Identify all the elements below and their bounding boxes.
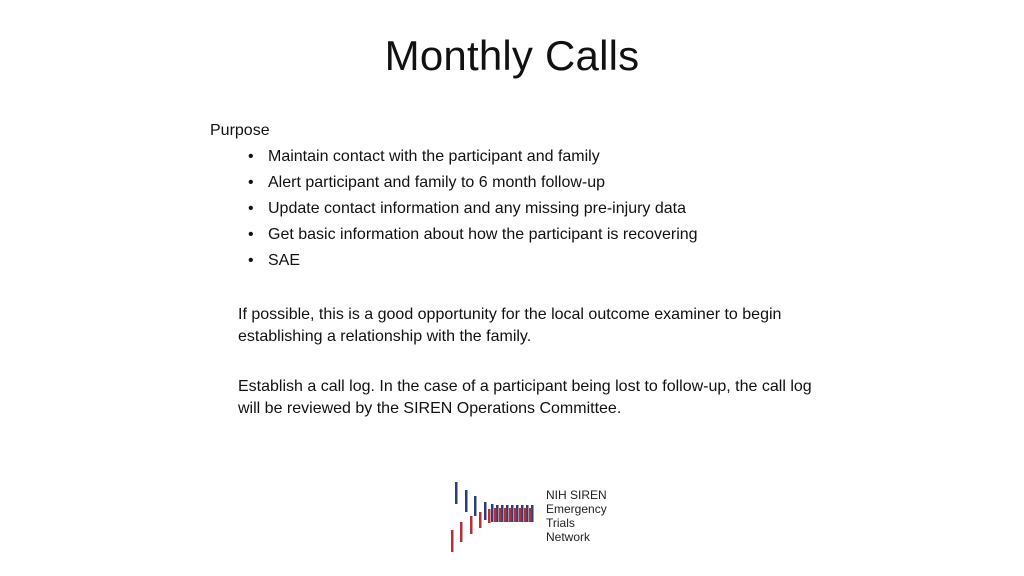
- logo-line: Network: [546, 530, 591, 544]
- list-item: • Get basic information about how the participant is recovering: [248, 222, 850, 248]
- section-heading: Purpose: [210, 122, 270, 139]
- logo-text: [546, 488, 607, 544]
- siren-logo: [446, 478, 646, 558]
- paragraph-outcome-examiner: If possible, this is a good opportunity for the local outcome examiner to begin establishing a relationship with the family.: [238, 306, 782, 345]
- logo-line: Trials: [546, 516, 575, 530]
- list-item: • Update contact information and any missing pre-injury data: [248, 196, 850, 222]
- list-item: • SAE: [248, 248, 850, 274]
- slide-body: [210, 118, 850, 420]
- logo-line: NIH SIREN: [546, 488, 607, 502]
- list-item: • Alert participant and family to 6 month follow-up: [248, 170, 850, 196]
- purpose-list: [210, 144, 850, 274]
- paragraph-call-log: Establish a call log. In the case of a participant being lost to follow-up, the call log will be reviewed by the SIREN Operations Committee.: [238, 378, 812, 417]
- logo-line: Emergency: [546, 502, 607, 516]
- siren-logo-mark-icon: [446, 478, 542, 558]
- page-title: Monthly Calls: [384, 32, 640, 79]
- list-item: • Maintain contact with the participant and family: [248, 144, 850, 170]
